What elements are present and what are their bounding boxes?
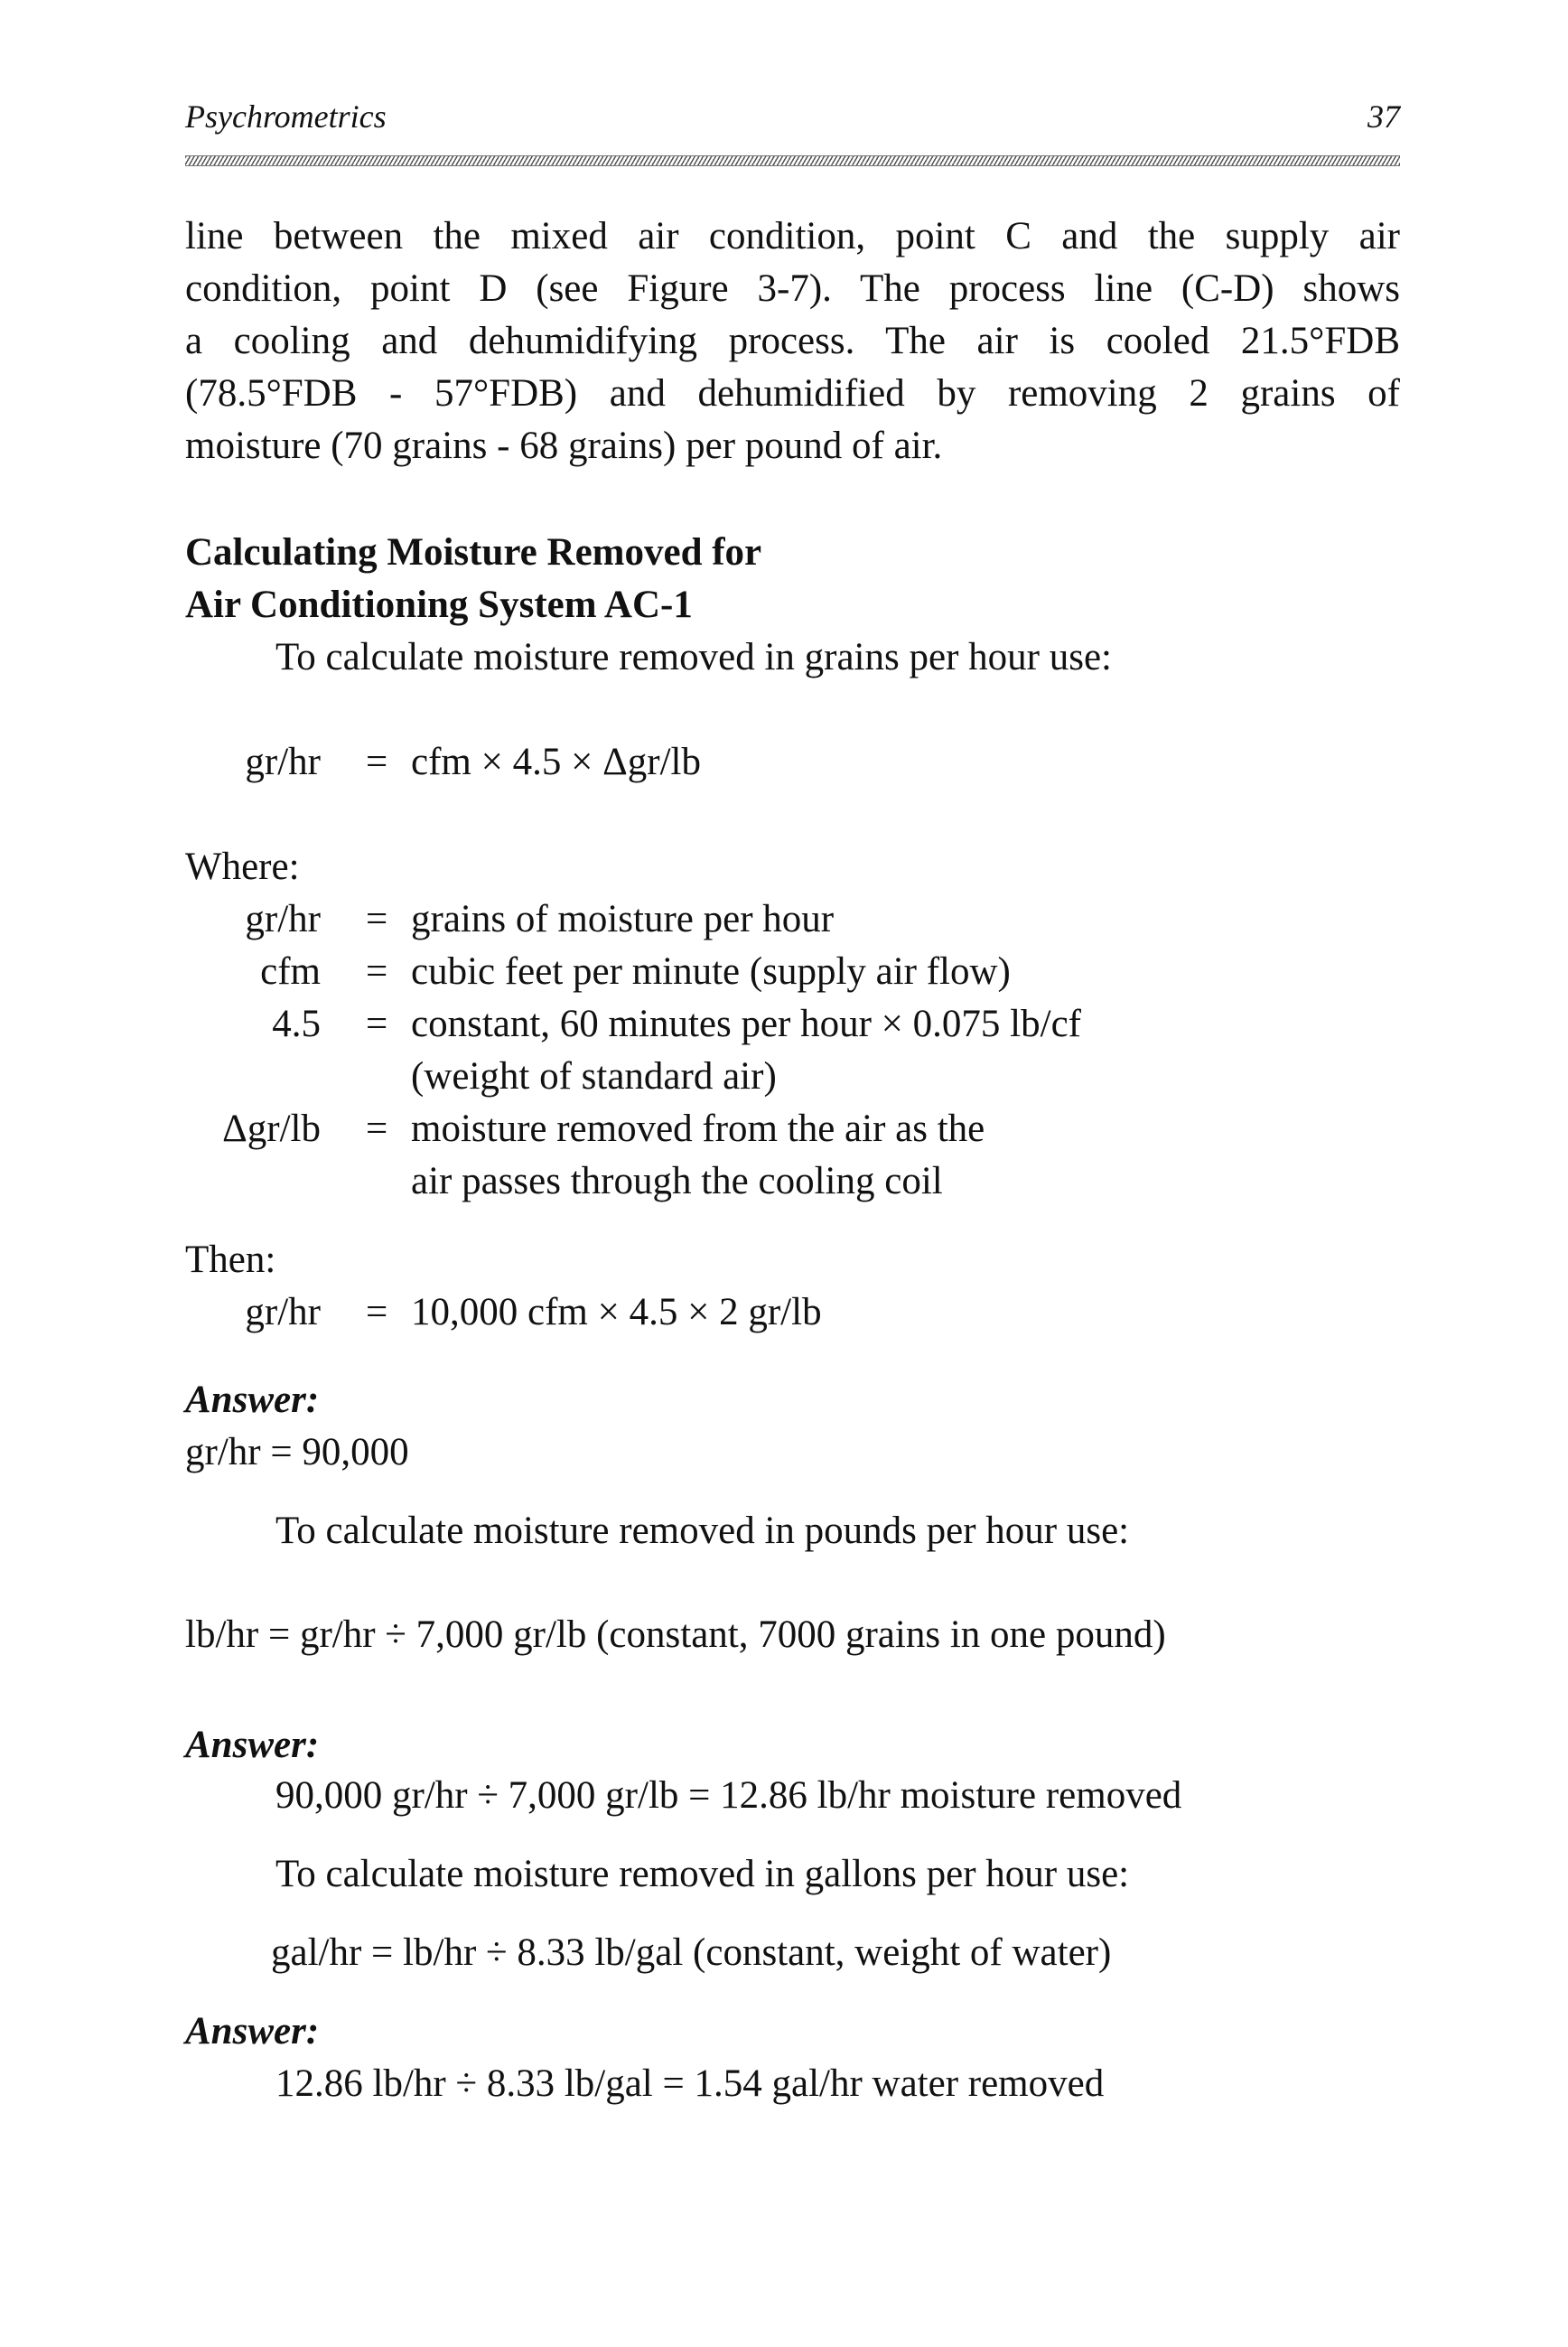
definition-row [185,946,1400,998]
definition-row [185,998,1400,1051]
definition-continuation [185,1051,1400,1103]
formula-term: gr/hr [245,741,321,783]
then-formula-row [185,1286,1400,1339]
paragraph-line: (78.5°FDB - 57°FDB) and dehumidified by removing 2 grains of [185,372,1400,415]
grains-intro: To calculate moisture removed in grains per hour use: [275,636,1112,678]
paragraph-line: a cooling and dehumidifying process. The air is cooled 21.5°FDB [185,320,1400,362]
definition-text-cont: air passes through the cooling coil [411,1160,943,1202]
definition-text: cubic feet per minute (supply air flow) [411,950,1011,993]
definition-text: constant, 60 minutes per hour × 0.075 lb/cf [411,1003,1081,1045]
page-number: 37 [1367,98,1400,135]
answer-label: Answer: [185,1724,320,1766]
answer-label: Answer: [185,2010,320,2052]
formula-expression: cfm × 4.5 × Δgr/lb [411,741,701,783]
answer-value: 12.86 lb/hr ÷ 8.33 lb/gal = 1.54 gal/hr water removed [275,2062,1105,2105]
paragraph-line: moisture (70 grains - 68 grains) per pound of air. [185,425,943,467]
answer-value: gr/hr = 90,000 [185,1431,409,1473]
definition-text-cont: (weight of standard air) [411,1055,777,1098]
definition-row [185,1103,1400,1155]
running-header [185,98,1400,143]
book-page [185,0,1400,2347]
definition-term: 4.5 [272,1003,321,1045]
formula-equals: = [366,741,388,783]
paragraph-line: condition, point D (see Figure 3-7). The process line (C-D) shows [185,267,1400,310]
intro-paragraph [185,210,1400,472]
formula-term: gr/hr [245,1291,321,1333]
running-title: Psychrometrics [185,98,387,135]
gallons-intro: To calculate moisture removed in gallons per hour use: [275,1853,1130,1895]
gallons-formula: gal/hr = lb/hr ÷ 8.33 lb/gal (constant, weight of water) [271,1931,1112,1974]
pounds-intro: To calculate moisture removed in pounds per hour use: [275,1510,1130,1552]
pounds-formula: lb/hr = gr/hr ÷ 7,000 gr/lb (constant, 7000 grains in one pound) [185,1613,1166,1656]
definition-equals: = [366,1003,388,1045]
definition-continuation [185,1155,1400,1208]
section-heading-line-2: Air Conditioning System AC-1 [185,584,693,626]
where-label: Where: [185,846,300,888]
section-heading-line-1: Calculating Moisture Removed for [185,531,762,574]
answer-value: 90,000 gr/hr ÷ 7,000 gr/lb = 12.86 lb/hr moisture removed [275,1774,1182,1817]
definition-term: Δgr/lb [222,1108,321,1150]
definition-row [185,893,1400,946]
definition-term: cfm [260,950,321,993]
definition-text: grains of moisture per hour [411,898,835,940]
formula-expression: 10,000 cfm × 4.5 × 2 gr/lb [411,1291,822,1333]
answer-label: Answer: [185,1379,320,1421]
paragraph-line: line between the mixed air condition, point C and the supply air [185,215,1400,257]
definition-equals: = [366,1108,388,1150]
header-rule [185,155,1400,166]
definition-equals: = [366,950,388,993]
definition-equals: = [366,898,388,940]
then-label: Then: [185,1239,276,1281]
formula-row [185,736,1400,789]
definition-term: gr/hr [245,898,321,940]
definition-text: moisture removed from the air as the [411,1108,985,1150]
formula-equals: = [366,1291,388,1333]
